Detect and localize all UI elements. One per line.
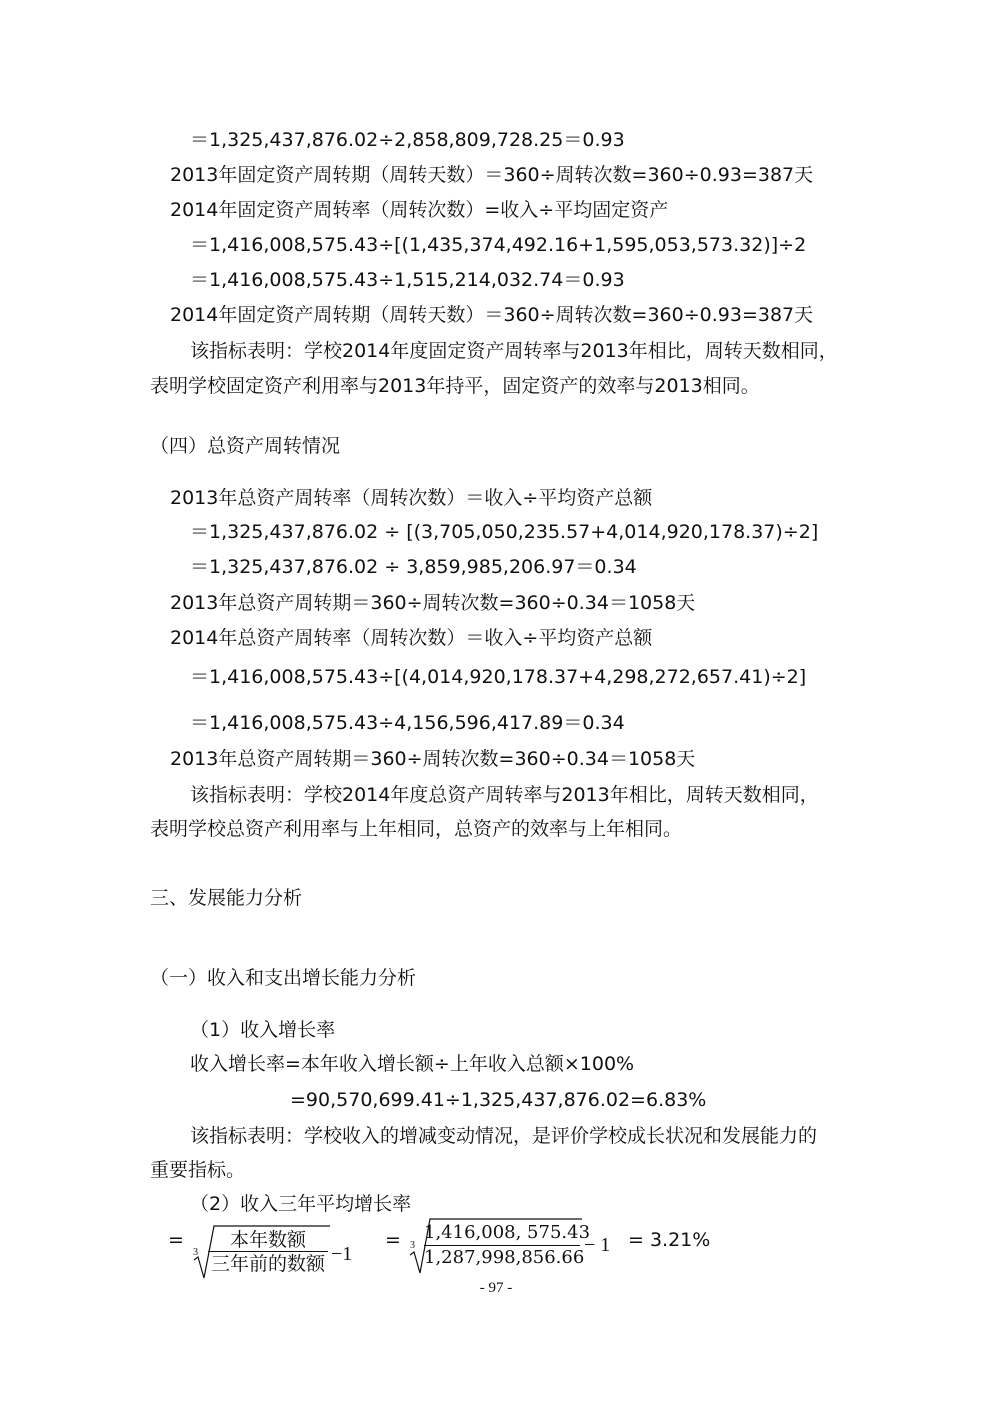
numeric-fraction: [424, 1221, 591, 1270]
text-line: 2013年总资产周转期＝360÷周转次数=360÷0.34＝1058天: [170, 592, 696, 614]
text-line: 2014年总资产周转率（周转次数）＝收入÷平均资产总额: [170, 627, 653, 649]
text-line: 2014年固定资产周转期（周转天数）＝360÷周转次数=360÷0.93=387天: [170, 304, 814, 326]
text-line: ＝1,416,008,575.43÷4,156,596,417.89＝0.34: [190, 712, 625, 734]
symbolic-fraction: [208, 1229, 328, 1276]
text-line: ＝1,416,008,575.43÷1,515,214,032.74＝0.93: [190, 269, 625, 291]
root-index: 3: [410, 1240, 415, 1251]
chapter-heading: 三、发展能力分析: [150, 887, 303, 909]
formula-result: = 3.21%: [628, 1229, 711, 1251]
text-line: ＝1,416,008,575.43÷[(1,435,374,492.16+1,595,053,573.32)]÷2: [190, 234, 807, 256]
section-heading: （一）收入和支出增长能力分析: [150, 967, 417, 989]
text-line: 重要指标。: [150, 1159, 246, 1181]
section-heading: （四）总资产周转情况: [150, 435, 341, 457]
text-line: ＝1,325,437,876.02 ÷ [(3,705,050,235.57+4,014,920,178.37)÷2]: [190, 521, 819, 543]
subsection-heading: （2）收入三年平均增长率: [190, 1193, 412, 1215]
fraction-numerator: 1,416,008, 575.43: [424, 1222, 591, 1243]
text-line: 表明学校总资产利用率与上年相同，总资产的效率与上年相同。: [150, 818, 683, 840]
text-line: 该指标表明：学校收入的增减变动情况，是评价学校成长状况和发展能力的: [190, 1125, 818, 1147]
text-line: 2013年总资产周转期＝360÷周转次数=360÷0.34＝1058天: [170, 748, 696, 770]
subsection-heading: （1）收入增长率: [190, 1019, 336, 1041]
text-line: =90,570,699.41÷1,325,437,876.02=6.83%: [290, 1089, 707, 1111]
formula-minus-one: −1: [331, 1243, 353, 1265]
text-line: 该指标表明：学校2014年度总资产周转率与2013年相比，周转天数相同，: [190, 784, 819, 806]
page-number: - 97 -: [479, 1280, 513, 1296]
fraction-denominator: 三年前的数额: [210, 1253, 325, 1275]
fraction-numerator: 本年数额: [229, 1229, 306, 1251]
formula-equals: =: [168, 1229, 184, 1251]
text-line: ＝1,416,008,575.43÷[(4,014,920,178.37+4,298,272,657.41)÷2]: [190, 666, 807, 688]
text-line: 2013年总资产周转率（周转次数）＝收入÷平均资产总额: [170, 487, 653, 509]
text-line: ＝1,325,437,876.02÷2,858,809,728.25＝0.93: [190, 129, 625, 151]
text-line: 收入增长率=本年收入增长额÷上年收入总额×100%: [190, 1053, 635, 1075]
fraction-denominator: 1,287,998,856.66: [424, 1247, 585, 1268]
text-line: 2014年固定资产周转率（周转次数）=收入÷平均固定资产: [170, 199, 669, 221]
formula-equals: =: [385, 1229, 401, 1251]
text-line: ＝1,325,437,876.02 ÷ 3,859,985,206.97＝0.34: [190, 556, 637, 578]
text-line: 该指标表明：学校2014年度固定资产周转率与2013年相比，周转天数相同，: [190, 340, 838, 362]
root-index: 3: [193, 1247, 198, 1258]
formula-minus-one: − 1: [584, 1234, 611, 1256]
text-line: 表明学校固定资产利用率与2013年持平，固定资产的效率与2013相同。: [150, 375, 760, 397]
text-line: 2013年固定资产周转期（周转天数）＝360÷周转次数=360÷0.93=387天: [170, 164, 814, 186]
